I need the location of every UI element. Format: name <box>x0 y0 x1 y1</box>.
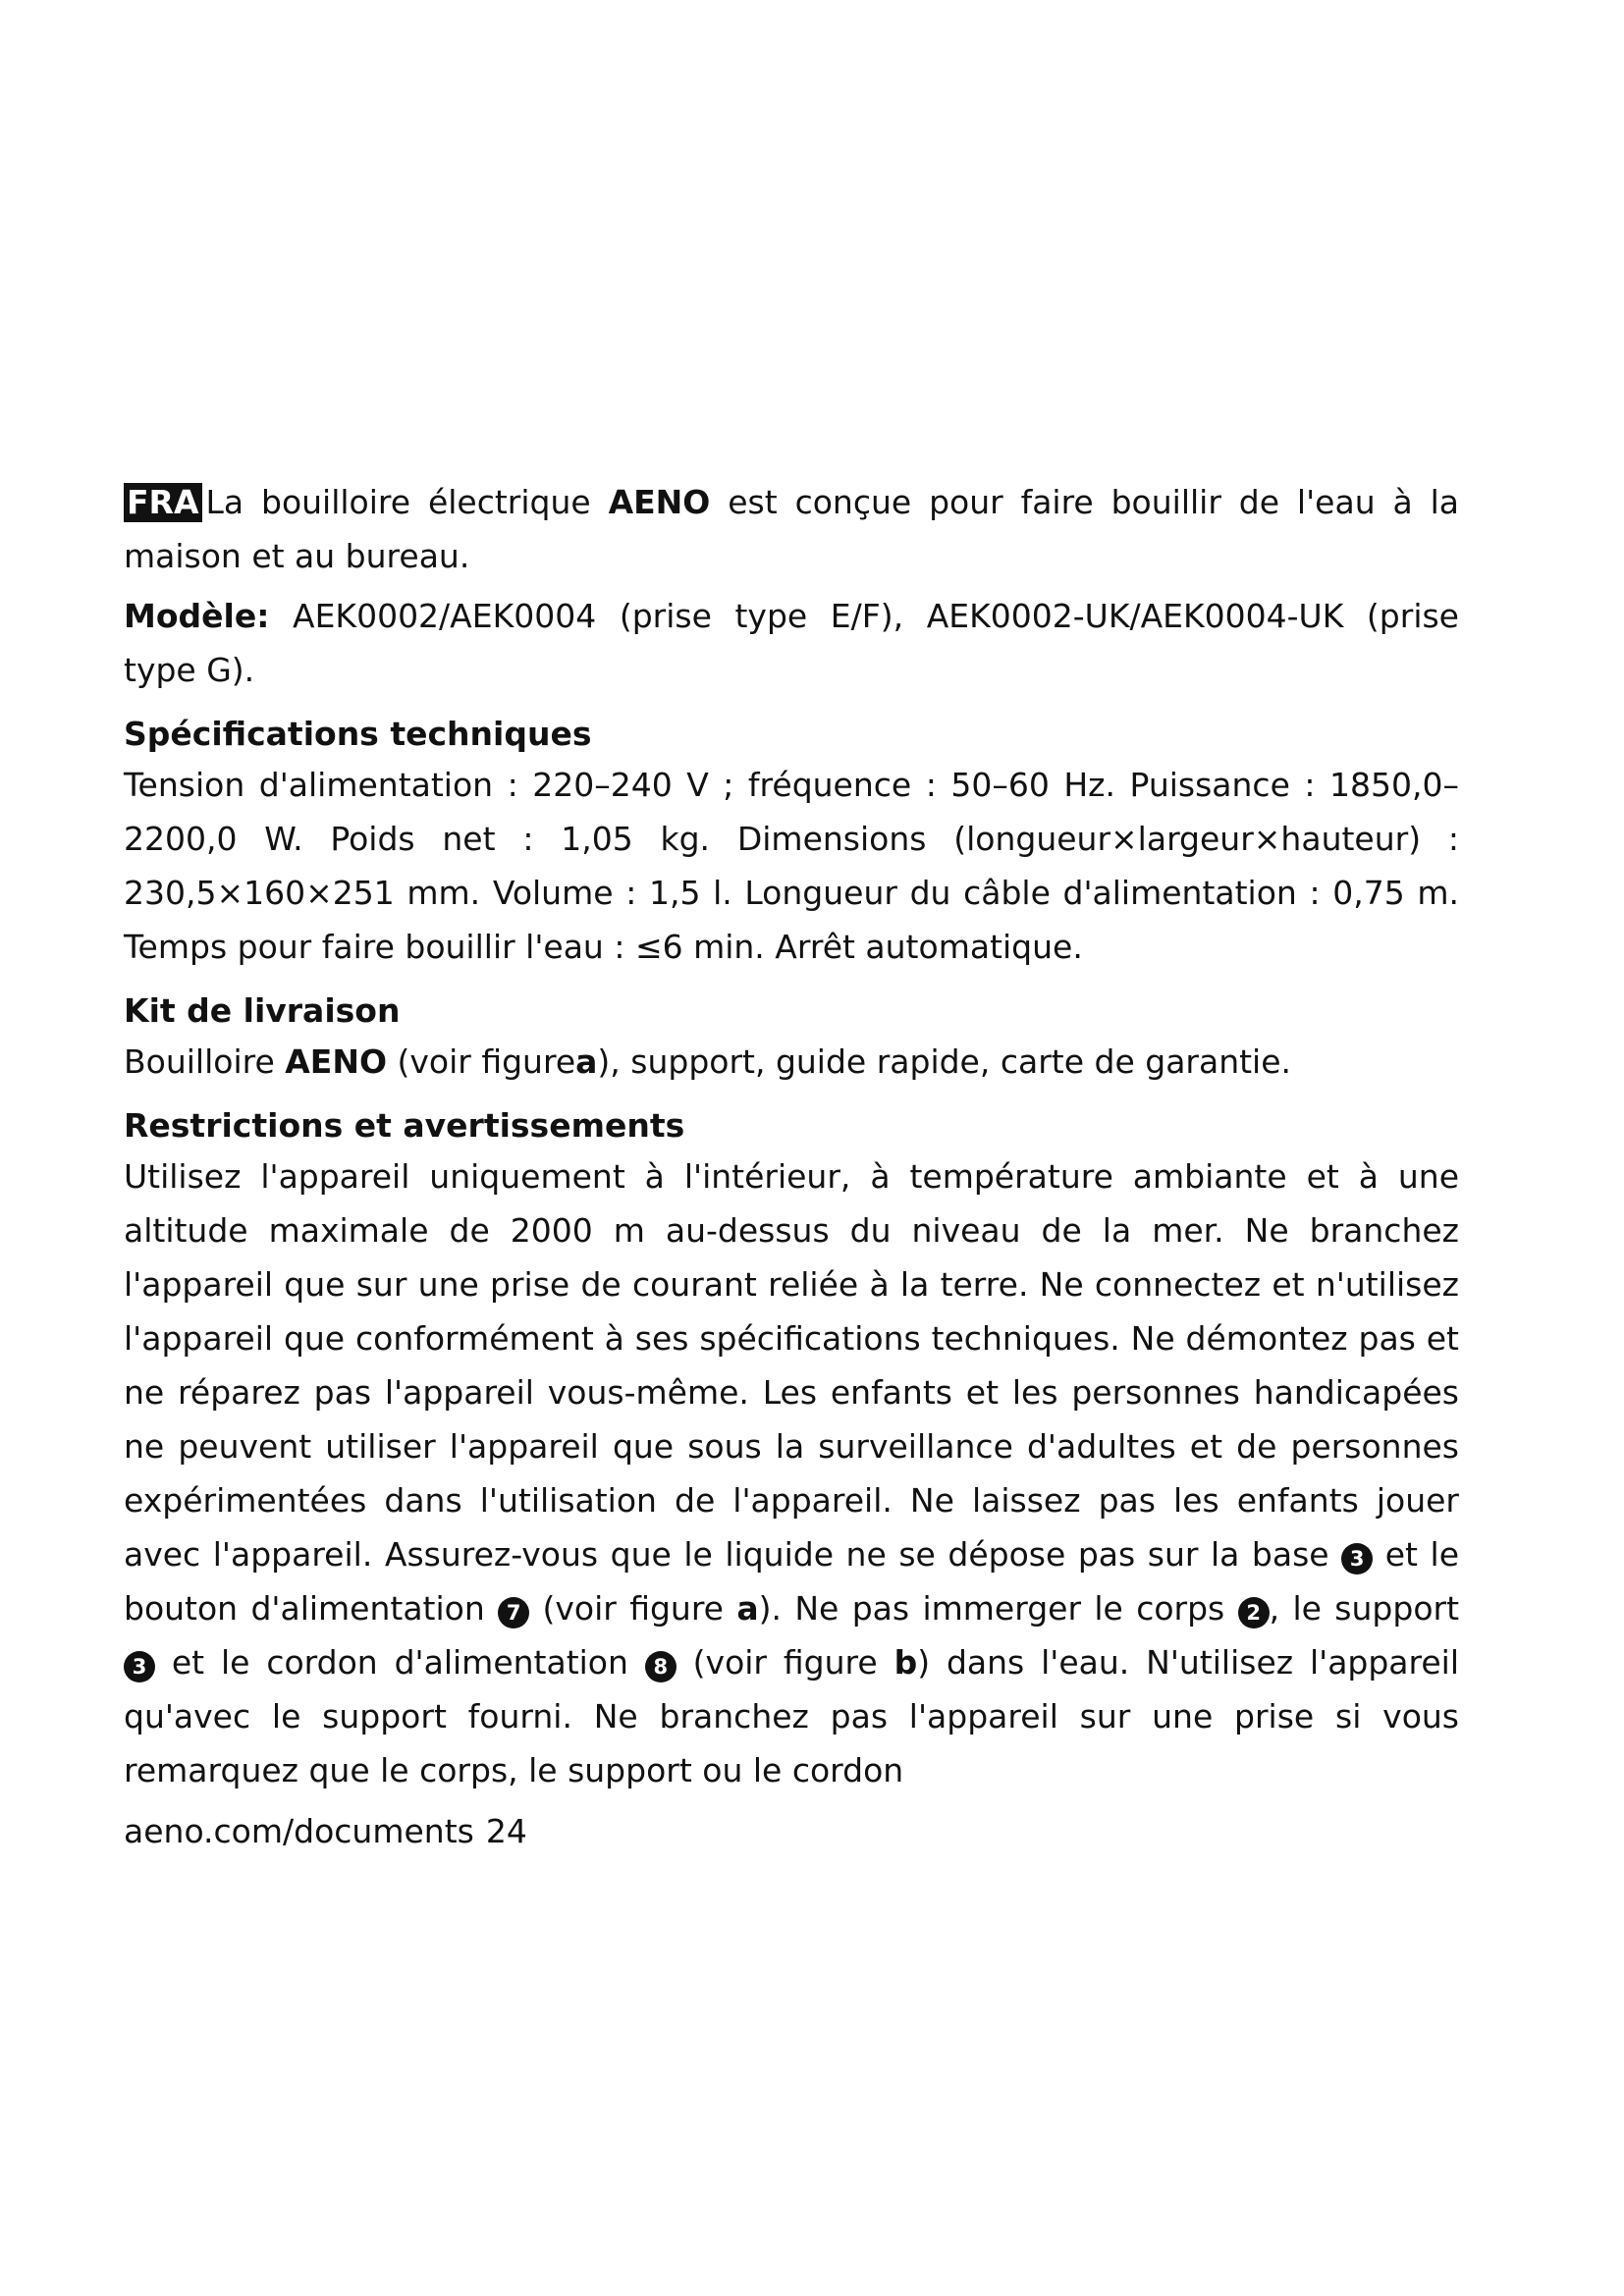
figure-ref: a <box>736 1589 759 1628</box>
page-footer <box>124 1808 527 1855</box>
intro-paragraph: FRA La bouilloire électrique AENO est conçue pour faire bouillir de l'eau à la maison et au bureau. <box>124 483 1459 575</box>
language-tag: FRA <box>124 483 202 522</box>
model-label: Modèle: <box>124 597 270 635</box>
callout-number-badge: 8 <box>645 1651 677 1682</box>
specs-paragraph: Tension d'alimentation : 220–240 V ; fréquence : 50–60 Hz. Puissance : 1850,0–2200,0 W. Poids net : 1,05 kg. Dimensions (longueur×largeur×hauteur) : 230,5×160×251 mm. Volume : 1,5 l. Longueur du câble d'alimentation : 0,75 m. Temps pour faire bouillir l'eau : ≤6 min. Arrêt automatique. <box>124 766 1459 966</box>
callout-number-badge: 3 <box>124 1651 155 1682</box>
brand-name: AENO <box>608 483 711 521</box>
page-number: 24 <box>485 1812 527 1850</box>
page-content <box>124 475 1459 1797</box>
figure-ref: a <box>575 1042 598 1081</box>
model-paragraph: Modèle: AEK0002/AEK0004 (prise type E/F), AEK0002-UK/AEK0004-UK (prise type G). <box>124 597 1459 689</box>
figure-ref: b <box>893 1643 918 1682</box>
restrictions-heading: Restrictions et avertissements <box>124 1106 685 1145</box>
restrictions-paragraph: Utilisez l'appareil uniquement à l'intérieur, à température ambiante et à une altitude maximale de 2000 m au-dessus du niveau de la mer. Ne branchez l'appareil que sur une prise de courant reliée à la terre. Ne connectez et n'utilisez l'appareil que conformément à ses spécifications techniques. Ne démontez pas et ne réparez pas l'appareil vous-même. Les enfants et les personnes handicapées ne peuvent utiliser l'appareil que sous la surveillance d'adultes et de personnes expérimentées dans l'utilisation de l'appareil. Ne laissez pas les enfants jouer avec l'appareil. Assurez-vous que le liquide ne se dépose pas sur la base 3 et le bouton d'alimentation 7 (voir figure a). Ne pas immerger le corps 2 , le support 3 et le cordon d'alimentation 8 (voir figure b) dans l'eau. N'utilisez l'appareil qu'avec le support fourni. Ne branchez pas l'appareil sur une prise si vous remarquez que le corps, le support ou le cordon <box>124 1157 1460 1789</box>
kit-heading: Kit de livraison <box>124 991 401 1030</box>
kit-paragraph: Bouilloire AENO (voir figurea), support, guide rapide, carte de garantie. <box>124 1042 1292 1081</box>
specs-heading: Spécifications techniques <box>124 715 592 753</box>
callout-number-badge: 2 <box>1238 1597 1270 1629</box>
callout-number-badge: 7 <box>498 1597 529 1629</box>
brand-name: AENO <box>285 1042 388 1081</box>
callout-number-badge: 3 <box>1341 1543 1373 1575</box>
footer-url: aeno.com/documents <box>124 1812 474 1850</box>
